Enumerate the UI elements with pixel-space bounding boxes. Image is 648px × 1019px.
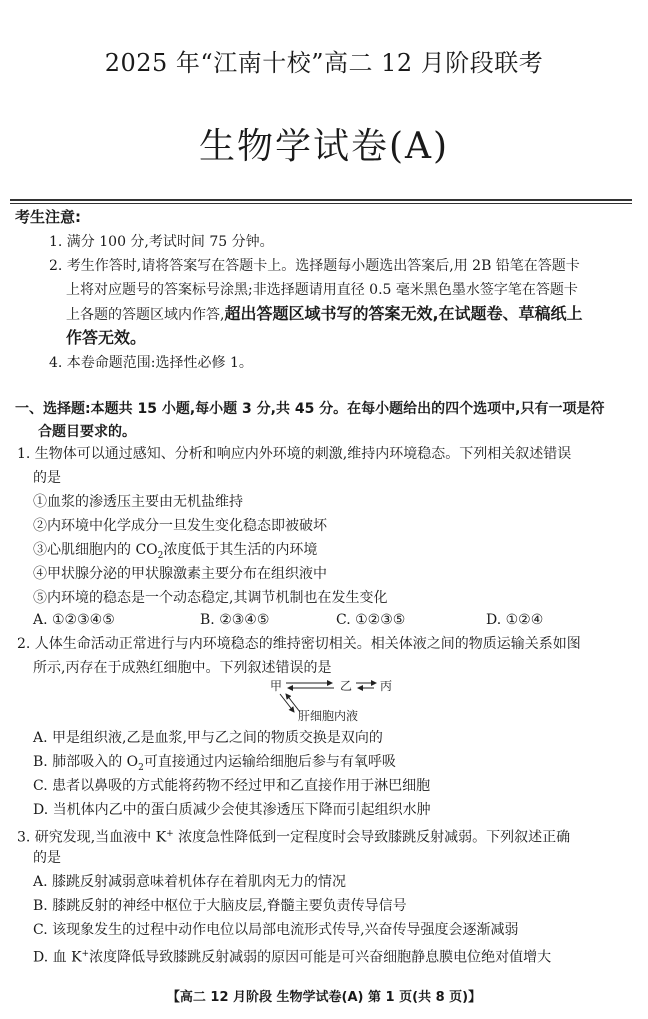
q1-statement-4: ④甲状腺分泌的甲状腺激素主要分布在组织液中: [33, 566, 327, 582]
q3-option-d-a: D. 血 K: [33, 949, 82, 966]
notice-emphasis: 超出答题区域书写的答案无效,在试题卷、草稿纸上: [224, 304, 583, 323]
body-fluid-diagram: [266, 675, 406, 725]
q3-stem-sup: +: [166, 829, 174, 839]
arrow-jia-to-liver: [280, 694, 294, 712]
q3-option-a[interactable]: A. 膝跳反射减弱意味着机体存在着肌肉无力的情况: [33, 874, 347, 890]
q3-stem-a: 3. 研究发现,当血液中 K: [17, 829, 167, 846]
section-heading-cont: 合题目要求的。: [38, 424, 136, 440]
q1-statement-3-a: ③心肌细胞内的 CO: [33, 542, 158, 558]
q1-option-b[interactable]: B. ②③④⑤: [200, 612, 270, 628]
q3-stem-b: 浓度急性降低到一定程度时会导致膝跳反射减弱。下列叙述正确: [173, 829, 571, 846]
q3-option-d-sup: +: [81, 949, 90, 959]
q1-statement-1: ①血浆的渗透压主要由无机盐维持: [33, 494, 243, 510]
q1-stem-cont: 的是: [33, 470, 61, 486]
notice-item-2-cont: 上将对应题号的答案标号涂黑;非选择题请用直径 0.5 毫米黑色墨水签字笔在答题卡: [66, 282, 578, 298]
q2-stem: 2. 人体生命活动正常进行与内环境稳态的维持密切相关。相关体液之间的物质运输关系如图: [17, 636, 581, 652]
q2-stem-cont: 所示,丙存在于成熟红细胞中。下列叙述错误的是: [33, 660, 332, 676]
q3-option-b[interactable]: B. 膝跳反射的神经中枢位于大脑皮层,脊髓主要负责传导信号: [33, 898, 407, 914]
diagram-label-liver: 肝细胞内液: [298, 709, 359, 723]
q2-option-b-sub: 2: [138, 762, 144, 773]
q1-stem: 1. 生物体可以通过感知、分析和响应内外环境的刺激,维持内环境稳态。下列相关叙述错误: [17, 446, 572, 462]
notice-label: 考生注意:: [15, 208, 81, 226]
diagram-label-yi: 乙: [340, 679, 353, 693]
q2-option-c[interactable]: C. 患者以鼻吸的方式能将药物不经过甲和乙直接作用于淋巴细胞: [33, 778, 431, 794]
subject-title: 生物学试卷(A): [198, 126, 450, 167]
q3-option-d-b: 浓度降低导致膝跳反射减弱的原因可能是可兴奋细胞静息膜电位绝对值增大: [89, 949, 552, 966]
q1-option-a[interactable]: A. ①②③④⑤: [33, 612, 115, 628]
notice-item-1: 1. 满分 100 分,考试时间 75 分钟。: [49, 234, 274, 250]
header-divider-thin: [10, 203, 632, 204]
q1-option-d[interactable]: D. ①②④: [486, 612, 544, 628]
header-divider-thick: [10, 199, 632, 201]
q2-option-d[interactable]: D. 当机体内乙中的蛋白质减少会使其渗透压下降而引起组织水肿: [33, 802, 431, 818]
notice-item-4: 4. 本卷命题范围:选择性必修 1。: [49, 355, 253, 371]
q3-stem: [17, 823, 570, 849]
q1-option-c[interactable]: C. ①②③⑤: [336, 612, 406, 628]
q1-statement-3-sub: 2: [157, 550, 164, 561]
notice-item-2: 2. 考生作答时,请将答案写在答题卡上。选择题每小题选出答案后,用 2B 铅笔在答题卡: [49, 258, 580, 274]
q1-statement-2: ②内环境中化学成分一旦发生变化稳态即被破坏: [33, 518, 327, 534]
q3-option-d[interactable]: [33, 943, 551, 969]
q1-statement-5: ⑤内环境的稳态是一个动态稳定,其调节机制也在发生变化: [33, 590, 388, 606]
q2-option-a[interactable]: A. 甲是组织液,乙是血浆,甲与乙之间的物质交换是双向的: [33, 730, 383, 746]
section-heading: 一、选择题:本题共 15 小题,每小题 3 分,共 45 分。在每小题给出的四个选项中,只有一项是符: [15, 401, 605, 417]
notice-item-2-cont2: [66, 303, 583, 326]
q2-option-b-b: 可直接通过内运输给细胞后参与有氧呼吸: [143, 754, 396, 770]
diagram-label-bing: 丙: [380, 679, 393, 693]
q3-stem-cont: 的是: [33, 850, 61, 866]
page-footer: 【高二 12 月阶段 生物学试卷(A) 第 1 页(共 8 页)】: [166, 990, 482, 1005]
notice-item-2-text: 上各题的答题区域内作答,: [66, 307, 225, 323]
exam-title: 2025 年“江南十校”高二 12 月阶段联考: [104, 49, 544, 77]
q2-option-b-a: B. 肺部吸入的 O: [33, 754, 139, 770]
diagram-label-jia: 甲: [270, 679, 283, 693]
notice-emphasis-cont: 作答无效。: [66, 328, 147, 347]
q3-option-c[interactable]: C. 该现象发生的过程中动作电位以局部电流形式传导,兴奋传导强度会逐渐减弱: [33, 922, 519, 938]
q1-statement-3-b: 浓度低于其生活的内环境: [163, 542, 318, 558]
